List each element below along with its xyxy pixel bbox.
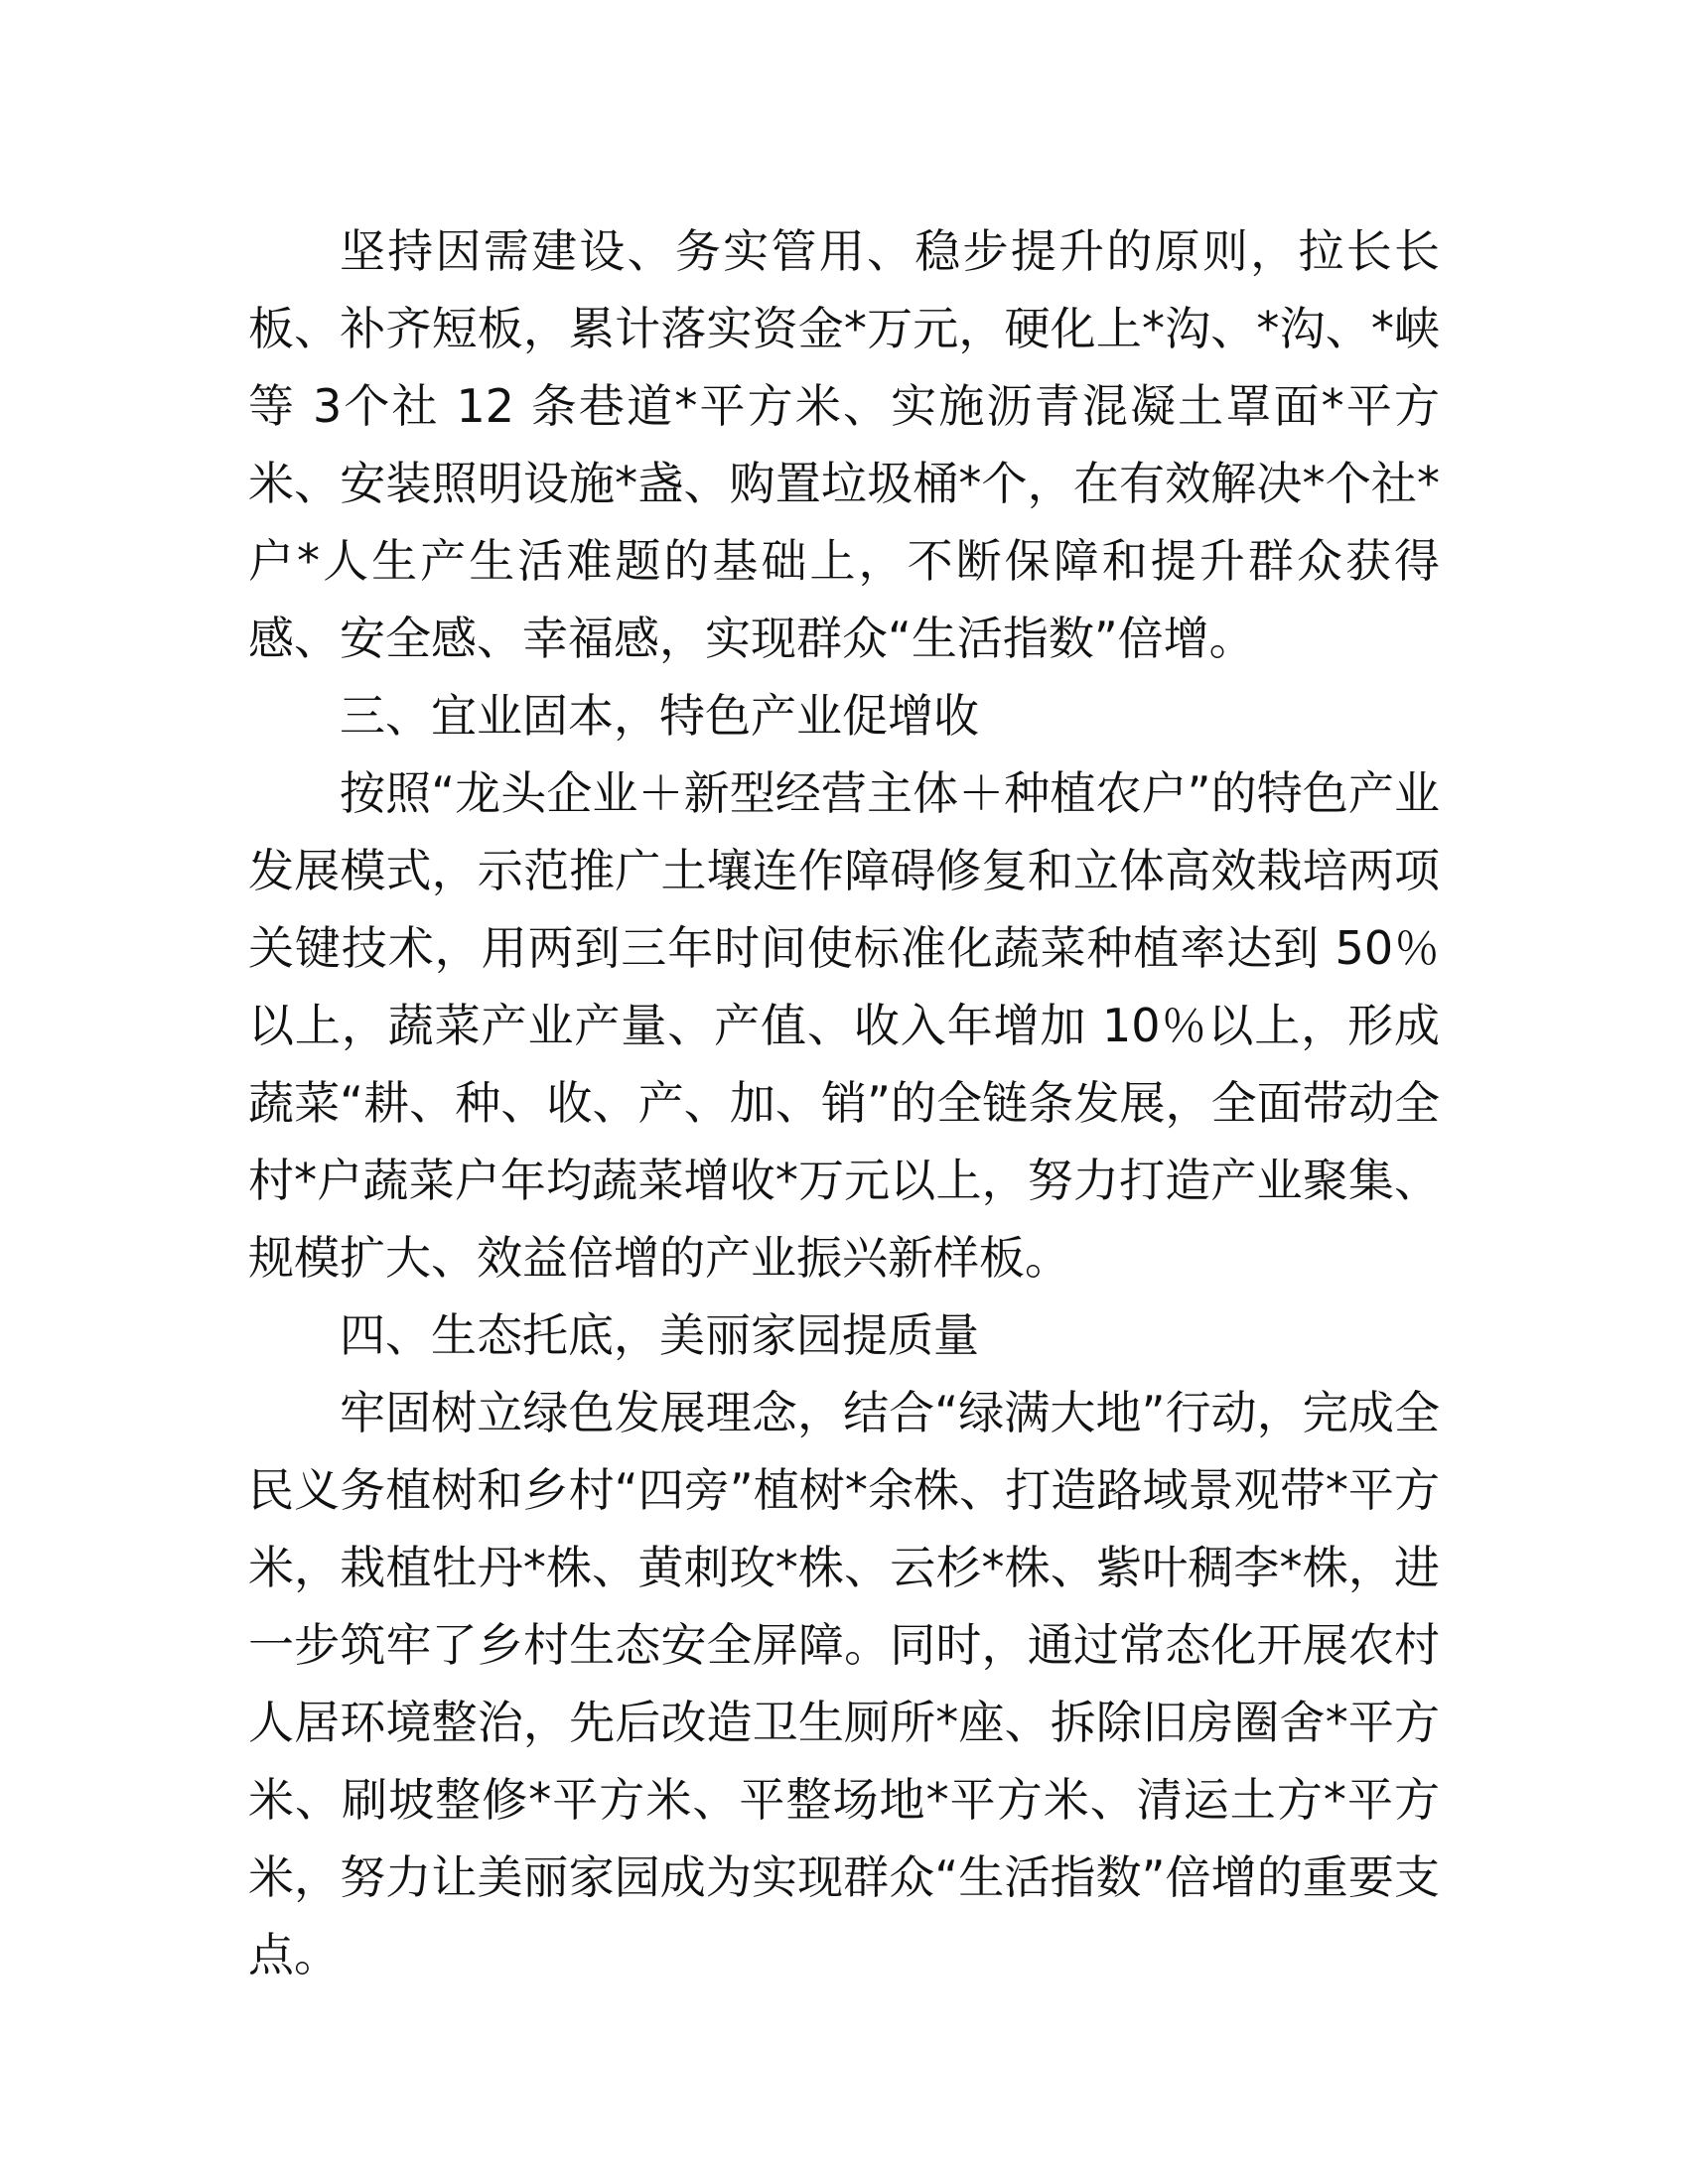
section-heading-industry: 三、宜业固本，特色产业促增收 <box>340 689 979 743</box>
paragraph-infrastructure: 坚持因需建设、务实管用、稳步提升的原则，拉长长板、补齐短板，累计落实资金*万元，硬化上*沟、*沟、*峡等 3个社 12 条巷道*平方米、实施沥青混凝土罩面*平方米、安装照明设施*盏、购置垃圾桶*个，在有效解决*个社*户*人生产生活难题的基础上，不断保障和提升群众获得感、安全感、幸福感，实现群众“生活指数”倍增。 <box>248 224 1441 665</box>
paragraph-industry: 按照“龙头企业＋新型经营主体＋种植农户”的特色产业发展模式，示范推广土壤连作障碍修复和立体高效栽培两项关键技术，用两到三年时间使标准化蔬菜种植率达到 50％以上，蔬菜产业产量、产值、收入年增加 10％以上，形成蔬菜“耕、种、收、产、加、销”的全链条发展，全面带动全村*户蔬菜户年均蔬菜增收*万元以上，努力打造产业聚集、规模扩大、效益倍增的产业振兴新样板。 <box>248 766 1440 1285</box>
paragraph-ecology: 牢固树立绿色发展理念，结合“绿满大地”行动，完成全民义务植树和乡村“四旁”植树*余株、打造路域景观带*平方米，栽植牡丹*株、黄刺玫*株、云杉*株、紫叶稠李*株，进一步筑牢了乡村生态安全屏障。同时，通过常态化开展农村人居环境整治，先后改造卫生厕所*座、拆除旧房圈舍*平方米、刷坡整修*平方米、平整场地*平方米、清运土方*平方米，努力让美丽家园成为实现群众“生活指数”倍增的重要支点。 <box>248 1386 1440 1981</box>
section-heading-ecology: 四、生态托底，美丽家园提质量 <box>340 1308 979 1362</box>
document-body <box>248 212 1440 1993</box>
